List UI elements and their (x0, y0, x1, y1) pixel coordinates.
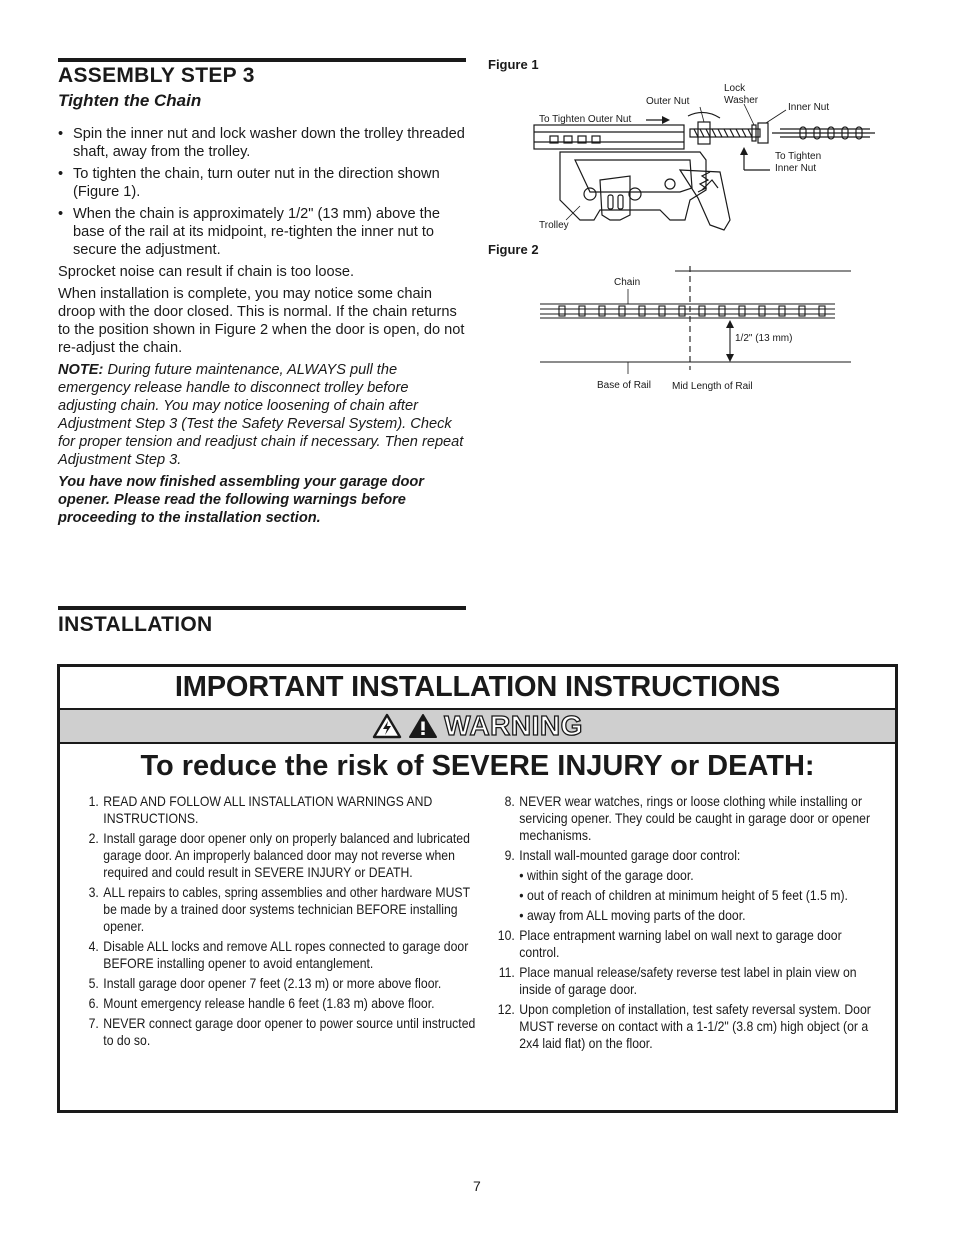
assembly-bullet: • When the chain is approximately 1/2" (13 mm) above the base of the rail at its midpoint, re-tighten the inner nut to secure the adjustment. (58, 205, 466, 259)
instructions-left-column (70, 793, 484, 1052)
maintenance-note (58, 361, 466, 469)
instruction-item: 6. Mount emergency release handle 6 feet (1.83 m) above floor. (88, 996, 435, 1011)
instruction-item: 12. Upon completion of installation, test safety reversal system. Door MUST reverse on contact with a 1-1/2" (3.8 cm) high object (or a 2x4 laid flat) on the floor. (497, 1002, 871, 1051)
warning-word: WARNING (444, 710, 583, 741)
figure1-title: Figure 1 (488, 57, 539, 72)
installation-instructions-box (57, 664, 898, 1113)
figure1-label-lock: Lock (724, 83, 746, 94)
figure1-label-inner-nut: Inner Nut (788, 102, 830, 113)
instruction-subitem: • out of reach of children at minimum height of 5 feet (1.5 m). (519, 888, 848, 903)
assembly-top-rule (58, 58, 466, 62)
instruction-item: 3. ALL repairs to cables, spring assemblies and other hardware MUST be made by a trained door systems technician BEFORE installing opener. (88, 885, 470, 934)
warning-triangle-icon (408, 713, 438, 739)
instruction-item: 8. NEVER wear watches, rings or loose clothing while installing or servicing opener. They could be caught in garage door or opener mechanisms. (504, 794, 871, 843)
box-title: IMPORTANT INSTALLATION INSTRUCTIONS (174, 671, 781, 703)
installation-top-rule (58, 606, 466, 610)
electrical-hazard-icon (372, 713, 402, 739)
trolley-body (560, 152, 706, 220)
note-text: During future maintenance, ALWAYS pull the emergency release handle to disconnect trolley before adjusting chain. You may notice loosening of chain after Adjustment Step 3 (Test the Safety Reversal System). Check for proper tension and readjust chain if necessary. Then repeat Adjustment Step 3. (58, 362, 464, 468)
assembly-bullets (58, 125, 466, 259)
figure2-label-base: Base of Rail (597, 380, 651, 391)
instruction-item: 9. Install wall-mounted garage door control: (504, 848, 741, 863)
instruction-item: 1. READ AND FOLLOW ALL INSTALLATION WARNINGS AND INSTRUCTIONS. (88, 794, 433, 826)
figure2-title: Figure 2 (488, 242, 539, 257)
figure1-label-tighten-inner-2: Inner Nut (775, 163, 817, 174)
rail-section (534, 125, 684, 149)
figure1-label-outer-nut: Outer Nut (646, 96, 690, 107)
instructions-right-column (486, 793, 882, 1055)
assembly-body (58, 125, 466, 531)
figure1-trolley-diagram (530, 80, 890, 240)
instruction-item: 4. Disable ALL locks and remove ALL ropes connected to garage door BEFORE installing opener to avoid entanglement. (88, 939, 469, 971)
assembly-subheading: Tighten the Chain (58, 91, 202, 110)
instruction-subitem: • away from ALL moving parts of the door. (519, 908, 746, 923)
page-number: 7 (473, 1178, 481, 1194)
finished-assembling-text: You have now finished assembling your garage door opener. Please read the following warnings before proceeding to the installation section. (58, 474, 424, 526)
assembly-bullet: • Spin the inner nut and lock washer down the trolley threaded shaft, away from the trolley. (58, 125, 466, 161)
figure2-chain-diagram (535, 262, 855, 374)
instruction-subitem: • within sight of the garage door. (519, 868, 694, 883)
figure2-label-mid: Mid Length of Rail (672, 381, 753, 392)
instruction-item: 2. Install garage door opener only on properly balanced and lubricated garage door. An improperly balanced door may not reverse when required and could result in SEVERE INJURY or DEATH. (88, 831, 470, 880)
chain-droop-text: When installation is complete, you may notice some chain droop with the door closed. This is normal. If the chain returns to the position shown in Figure 2 when the door is open, do not re-adjust the chain. (58, 286, 465, 356)
figure1-label-washer: Washer (724, 95, 759, 106)
figure1-label-tighten-inner-1: To Tighten (775, 151, 822, 162)
figure2-label-chain: Chain (614, 277, 641, 288)
lock-washer (752, 125, 756, 141)
note-label: NOTE: (58, 362, 104, 378)
instruction-item: 5. Install garage door opener 7 feet (2.13 m) or more above floor. (88, 976, 442, 991)
instruction-item: 11. Place manual release/safety reverse test label in plain view on inside of garage door. (498, 965, 857, 997)
instruction-item: 10. Place entrapment warning label on wall next to garage door control. (497, 928, 842, 960)
risk-title: To reduce the risk of SEVERE INJURY or DEATH: (140, 750, 815, 782)
figure1-label-trolley: Trolley (539, 220, 569, 231)
assembly-heading: ASSEMBLY STEP 3 (58, 64, 255, 87)
instruction-item: 7. NEVER connect garage door opener to power source until instructed to do so. (88, 1016, 476, 1048)
sprocket-noise-text: Sprocket noise can result if chain is too loose. (58, 264, 355, 280)
installation-heading: INSTALLATION (58, 613, 213, 636)
figure1-label-tighten-outer: To Tighten Outer Nut (539, 114, 632, 125)
figure2-label-gap: 1/2" (13 mm) (735, 333, 793, 344)
assembly-bullet: • To tighten the chain, turn outer nut in the direction shown (Figure 1). (58, 165, 466, 201)
warning-bar (60, 708, 895, 744)
